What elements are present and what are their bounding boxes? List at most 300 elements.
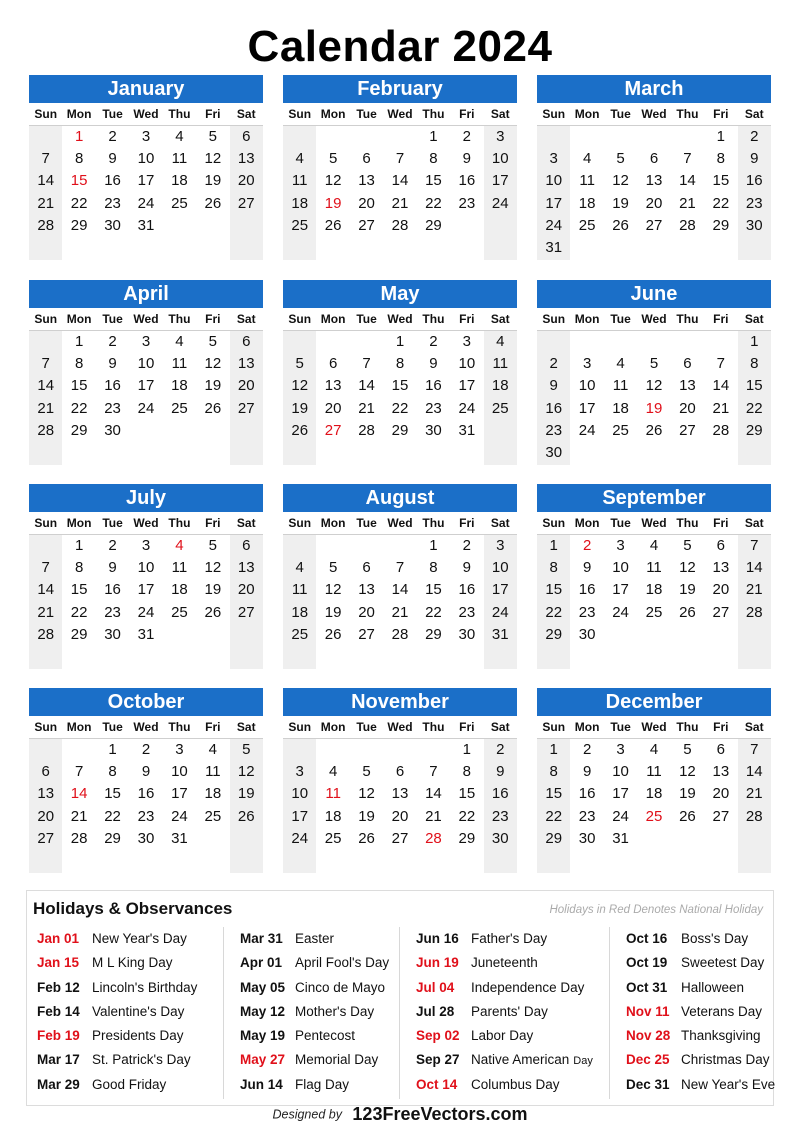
holiday-name: April Fool's Day — [295, 955, 390, 971]
empty-cell — [704, 331, 737, 353]
holiday-row — [37, 927, 213, 951]
day-cell: 8 — [750, 355, 759, 373]
day-cell: 31 — [491, 625, 509, 643]
month-name: August — [283, 484, 517, 512]
day-cell: 10 — [491, 559, 509, 577]
holiday-name: Juneteenth — [471, 955, 538, 971]
empty-cell — [283, 331, 316, 353]
holiday-name: Valentine's Day — [92, 1003, 185, 1019]
weekday-label: Mon — [320, 107, 346, 121]
day-cell: 24 — [137, 603, 155, 621]
empty-cell — [671, 331, 704, 353]
empty-cell — [316, 331, 349, 353]
holiday-day-cell: 4 — [175, 537, 184, 554]
day-cell: 25 — [491, 399, 509, 417]
day-cell: 3 — [141, 537, 151, 554]
holiday-name: Memorial Day — [295, 1052, 379, 1068]
holiday-name: Native American — [471, 1052, 570, 1068]
holiday-name: Good Friday — [92, 1076, 167, 1092]
holiday-row — [416, 1000, 601, 1024]
day-cell: 16 — [491, 785, 509, 803]
day-cell: 24 — [491, 603, 509, 621]
day-cell: 5 — [208, 537, 218, 554]
day-cell: 14 — [37, 172, 55, 190]
day-cell: 13 — [237, 150, 255, 168]
day-cell: 14 — [37, 581, 55, 599]
holiday-row — [626, 1073, 776, 1097]
day-cell: 13 — [679, 377, 696, 395]
day-cell: 20 — [358, 603, 375, 621]
day-cell: 29 — [104, 829, 121, 847]
month-name: December — [537, 688, 771, 716]
holiday-row — [240, 976, 391, 1000]
day-cell: 27 — [237, 399, 255, 417]
weekday-label: Mon — [66, 312, 92, 326]
day-cell: 30 — [745, 216, 763, 234]
day-grid — [537, 331, 771, 465]
month-april — [29, 280, 263, 465]
holiday-row — [626, 927, 769, 951]
holiday-date: Jan 01 — [37, 931, 80, 946]
day-cell: 5 — [362, 763, 371, 781]
day-cell: 21 — [745, 581, 763, 599]
day-cell: 28 — [391, 216, 409, 234]
holiday-row — [240, 1073, 391, 1097]
day-cell: 8 — [549, 559, 558, 577]
weekday-label: Thu — [168, 312, 191, 326]
day-cell: 27 — [391, 829, 409, 847]
day-cell: 20 — [237, 377, 255, 395]
day-cell: 4 — [175, 128, 184, 145]
day-cell: 4 — [175, 333, 184, 350]
weekday-label: Wed — [641, 107, 667, 121]
day-cell: 24 — [612, 603, 629, 621]
day-cell: 15 — [104, 785, 121, 803]
day-cell: 16 — [137, 785, 155, 803]
month-name: November — [283, 688, 517, 716]
holiday-name: Independence Day — [471, 979, 585, 995]
holiday-date: May 12 — [240, 1003, 286, 1019]
holiday-name: Father's Day — [471, 931, 548, 946]
empty-cell — [283, 126, 316, 148]
month-name: June — [537, 280, 771, 308]
day-cell: 19 — [612, 194, 629, 212]
day-cell: 29 — [70, 421, 88, 439]
weekday-label: Wed — [641, 720, 667, 734]
holiday-name: Veterans Day — [681, 1003, 763, 1019]
empty-cell — [350, 739, 383, 761]
day-cell: 5 — [683, 741, 692, 758]
day-cell: 11 — [612, 377, 629, 395]
holiday-day-cell: 2 — [582, 537, 592, 554]
day-cell: 8 — [429, 559, 438, 577]
weekday-label: Sat — [490, 516, 510, 530]
empty-cell — [604, 126, 637, 148]
day-cell: 7 — [362, 355, 371, 373]
day-cell: 20 — [237, 172, 255, 190]
holiday-date: Mar 31 — [240, 931, 283, 946]
day-cell: 29 — [712, 216, 730, 234]
holiday-date: Jun 14 — [240, 1076, 283, 1092]
day-cell: 5 — [328, 150, 338, 168]
empty-cell — [29, 331, 62, 353]
month-name: July — [29, 484, 263, 512]
day-cell: 6 — [41, 763, 50, 781]
empty-cell — [316, 739, 349, 761]
day-cell: 22 — [745, 399, 763, 417]
day-cell: 13 — [391, 785, 409, 803]
day-cell: 28 — [37, 421, 55, 439]
day-cell: 24 — [291, 829, 309, 847]
day-cell: 27 — [679, 421, 696, 439]
weekday-label: Sat — [236, 107, 256, 121]
day-cell: 4 — [295, 150, 304, 168]
day-cell: 25 — [204, 807, 222, 825]
month-february — [283, 75, 517, 260]
holiday-date: Feb 19 — [37, 1028, 80, 1044]
day-cell: 8 — [74, 559, 84, 577]
weekday-label: Mon — [320, 720, 346, 734]
day-cell: 27 — [237, 603, 255, 621]
weekday-label: Mon — [320, 516, 346, 530]
holiday-row — [240, 927, 391, 951]
day-cell: 9 — [582, 559, 592, 577]
day-cell: 29 — [545, 625, 563, 643]
day-cell: 19 — [324, 603, 342, 621]
month-december — [537, 688, 771, 873]
day-cell: 12 — [291, 377, 309, 395]
day-cell: 17 — [458, 377, 476, 395]
day-cell: 3 — [496, 128, 505, 145]
empty-cell — [537, 126, 570, 148]
day-cell: 4 — [496, 333, 505, 350]
site-link[interactable]: 123FreeVectors.com — [352, 1104, 528, 1124]
day-cell: 12 — [204, 559, 222, 577]
holiday-column — [399, 927, 601, 1099]
day-cell: 8 — [395, 355, 405, 373]
holiday-day-cell: 19 — [645, 399, 663, 417]
day-grid — [537, 126, 771, 260]
day-cell: 6 — [683, 355, 692, 373]
holiday-date: Oct 31 — [626, 979, 668, 995]
day-cell: 8 — [108, 763, 117, 781]
day-cell: 9 — [462, 559, 472, 577]
day-cell: 14 — [37, 377, 55, 395]
day-cell: 22 — [458, 807, 476, 825]
holiday-date: May 27 — [240, 1052, 286, 1068]
day-cell: 18 — [171, 172, 188, 190]
weekday-label: Tue — [356, 720, 377, 734]
holiday-date: May 19 — [240, 1028, 286, 1044]
day-cell: 1 — [750, 333, 759, 350]
weekday-label: Sat — [744, 312, 764, 326]
day-cell: 29 — [745, 421, 763, 439]
weekday-header — [537, 308, 771, 331]
holiday-row — [37, 1048, 213, 1072]
day-cell: 16 — [578, 785, 596, 803]
day-cell: 16 — [104, 581, 121, 599]
day-cell: 24 — [137, 399, 155, 417]
day-cell: 27 — [237, 194, 255, 212]
weekday-label: Sun — [542, 107, 566, 121]
day-cell: 25 — [578, 216, 596, 234]
weekday-label: Wed — [641, 312, 667, 326]
day-cell: 28 — [37, 625, 55, 643]
holiday-date: Dec 31 — [626, 1076, 670, 1092]
holiday-row — [240, 1048, 391, 1072]
weekday-label: Sun — [542, 720, 566, 734]
day-cell: 28 — [37, 216, 55, 234]
day-cell: 17 — [137, 581, 155, 599]
day-cell: 12 — [645, 377, 663, 395]
day-cell: 24 — [545, 216, 563, 234]
holiday-date: Feb 12 — [37, 979, 80, 995]
day-cell: 9 — [549, 377, 558, 395]
day-cell: 10 — [137, 559, 155, 577]
day-cell: 4 — [649, 537, 659, 554]
holiday-name: Mother's Day — [295, 1003, 375, 1019]
day-cell: 7 — [41, 355, 50, 373]
day-cell: 23 — [458, 603, 476, 621]
weekday-label: Mon — [574, 720, 600, 734]
day-cell: 5 — [616, 150, 625, 168]
day-cell: 9 — [141, 763, 151, 781]
day-cell: 7 — [750, 537, 759, 554]
month-name: October — [29, 688, 263, 716]
day-grid — [537, 535, 771, 669]
weekday-label: Tue — [102, 720, 123, 734]
day-cell: 25 — [171, 194, 188, 212]
day-cell: 18 — [204, 785, 222, 803]
weekday-label: Fri — [713, 720, 729, 734]
weekday-label: Sun — [542, 516, 566, 530]
day-cell: 22 — [70, 194, 88, 212]
day-cell: 9 — [462, 150, 472, 168]
holiday-date: Mar 17 — [37, 1052, 80, 1068]
footer — [0, 1104, 800, 1125]
day-cell: 27 — [358, 625, 375, 643]
empty-cell — [283, 739, 316, 761]
day-cell: 8 — [716, 150, 726, 168]
day-cell: 3 — [175, 741, 184, 758]
weekday-label: Sat — [236, 312, 256, 326]
holiday-row — [37, 951, 213, 975]
weekday-label: Sat — [744, 516, 764, 530]
day-cell: 30 — [545, 443, 563, 461]
holidays-note: Holidays in Red Denotes National Holiday — [549, 904, 763, 916]
holiday-day-cell: 15 — [70, 172, 88, 190]
day-cell: 15 — [545, 785, 563, 803]
month-name: March — [537, 75, 771, 103]
day-cell: 22 — [712, 194, 730, 212]
day-cell: 18 — [171, 377, 188, 395]
empty-cell — [316, 126, 349, 148]
empty-cell — [350, 535, 383, 557]
day-cell: 27 — [712, 807, 730, 825]
day-cell: 19 — [237, 785, 255, 803]
day-cell: 24 — [458, 399, 476, 417]
day-cell: 21 — [679, 194, 696, 212]
day-cell: 23 — [137, 807, 155, 825]
day-cell: 3 — [496, 537, 505, 554]
holiday-day-cell: 27 — [324, 421, 342, 439]
weekday-header — [29, 716, 263, 739]
day-cell: 14 — [679, 172, 696, 190]
day-cell: 18 — [324, 807, 342, 825]
weekday-label: Fri — [205, 516, 221, 530]
day-cell: 8 — [549, 763, 558, 781]
day-cell: 11 — [205, 763, 221, 781]
day-cell: 26 — [679, 603, 696, 621]
day-cell: 7 — [395, 559, 405, 577]
designed-by-label: Designed by — [272, 1107, 342, 1122]
month-november — [283, 688, 517, 873]
day-cell: 1 — [429, 128, 438, 145]
holiday-date: Jun 16 — [416, 931, 459, 946]
day-cell: 20 — [712, 785, 730, 803]
weekday-label: Fri — [713, 516, 729, 530]
day-cell: 19 — [679, 785, 696, 803]
day-cell: 15 — [391, 377, 409, 395]
day-cell: 12 — [324, 581, 342, 599]
day-cell: 26 — [237, 807, 255, 825]
holiday-name: New Year's Eve — [681, 1076, 776, 1092]
weekday-label: Fri — [205, 107, 221, 121]
day-cell: 2 — [462, 537, 472, 554]
day-cell: 21 — [358, 399, 375, 417]
empty-cell — [671, 126, 704, 148]
day-cell: 11 — [171, 355, 188, 373]
day-cell: 7 — [395, 150, 405, 168]
weekday-label: Sun — [288, 720, 312, 734]
day-cell: 5 — [242, 741, 251, 758]
holiday-date: Oct 19 — [626, 955, 668, 971]
holiday-date: Jul 04 — [416, 979, 455, 995]
weekday-header — [283, 103, 517, 126]
day-cell: 14 — [745, 763, 763, 781]
holiday-name: Boss's Day — [681, 931, 749, 946]
weekday-label: Wed — [387, 516, 413, 530]
holiday-day-cell: 25 — [645, 807, 663, 825]
day-cell: 15 — [545, 581, 563, 599]
day-cell: 19 — [204, 172, 222, 190]
weekday-label: Wed — [387, 720, 413, 734]
day-cell: 13 — [37, 785, 55, 803]
day-cell: 12 — [204, 355, 222, 373]
month-july — [29, 484, 263, 669]
day-cell: 8 — [74, 150, 84, 168]
weekday-header — [537, 512, 771, 535]
weekday-label: Thu — [422, 516, 445, 530]
day-cell: 19 — [291, 399, 309, 417]
day-cell: 5 — [683, 537, 692, 554]
day-cell: 20 — [391, 807, 409, 825]
day-cell: 8 — [429, 150, 438, 168]
day-cell: 30 — [104, 216, 121, 234]
weekday-label: Thu — [422, 312, 445, 326]
empty-cell — [29, 535, 62, 557]
day-cell: 28 — [70, 829, 88, 847]
weekday-label: Thu — [168, 516, 191, 530]
weekday-header — [537, 716, 771, 739]
day-cell: 13 — [324, 377, 342, 395]
day-cell: 3 — [141, 333, 151, 350]
empty-cell — [417, 739, 450, 761]
day-cell: 9 — [429, 355, 438, 373]
day-cell: 6 — [716, 741, 726, 758]
day-cell: 2 — [496, 741, 505, 758]
day-cell: 29 — [545, 829, 563, 847]
weekday-label: Fri — [459, 720, 475, 734]
day-cell: 5 — [295, 355, 304, 373]
holiday-name: Labor Day — [471, 1028, 534, 1044]
day-cell: 6 — [716, 537, 726, 554]
day-cell: 15 — [458, 785, 476, 803]
day-cell: 10 — [545, 172, 563, 190]
day-cell: 17 — [137, 172, 155, 190]
day-cell: 10 — [171, 763, 188, 781]
day-cell: 21 — [37, 194, 55, 212]
day-cell: 15 — [425, 172, 442, 190]
day-cell: 17 — [545, 194, 563, 212]
weekday-label: Thu — [676, 516, 699, 530]
day-cell: 10 — [612, 559, 629, 577]
month-name: February — [283, 75, 517, 103]
day-grid — [29, 126, 263, 260]
day-cell: 25 — [291, 216, 309, 234]
weekday-label: Sat — [490, 107, 510, 121]
day-cell: 23 — [104, 194, 121, 212]
weekday-label: Fri — [459, 107, 475, 121]
day-cell: 22 — [70, 603, 88, 621]
day-cell: 6 — [242, 537, 251, 554]
day-grid — [29, 331, 263, 465]
holiday-row — [416, 1073, 601, 1097]
day-cell: 23 — [104, 603, 121, 621]
empty-cell — [570, 331, 603, 353]
day-cell: 28 — [745, 603, 763, 621]
day-cell: 12 — [204, 150, 222, 168]
empty-cell — [62, 739, 95, 761]
holidays-panel — [26, 890, 774, 1106]
day-grid — [283, 739, 517, 873]
day-cell: 18 — [291, 603, 309, 621]
weekday-label: Fri — [713, 312, 729, 326]
day-cell: 29 — [70, 216, 88, 234]
empty-cell — [29, 126, 62, 148]
holidays-title: Holidays & Observances — [33, 899, 233, 918]
day-cell: 10 — [291, 785, 309, 803]
month-name: May — [283, 280, 517, 308]
day-cell: 18 — [578, 194, 596, 212]
holiday-row — [626, 1000, 769, 1024]
day-cell: 3 — [462, 333, 472, 350]
month-august — [283, 484, 517, 669]
day-cell: 28 — [679, 216, 696, 234]
day-cell: 11 — [291, 172, 308, 190]
day-cell: 21 — [425, 807, 442, 825]
empty-cell — [383, 126, 416, 148]
day-cell: 3 — [582, 355, 592, 373]
day-cell: 29 — [425, 625, 442, 643]
day-cell: 1 — [462, 741, 472, 758]
day-cell: 5 — [208, 333, 218, 350]
day-cell: 4 — [328, 763, 338, 781]
day-cell: 20 — [358, 194, 375, 212]
holiday-name: Pentecost — [295, 1028, 356, 1044]
day-cell: 15 — [745, 377, 763, 395]
day-cell: 30 — [104, 625, 121, 643]
